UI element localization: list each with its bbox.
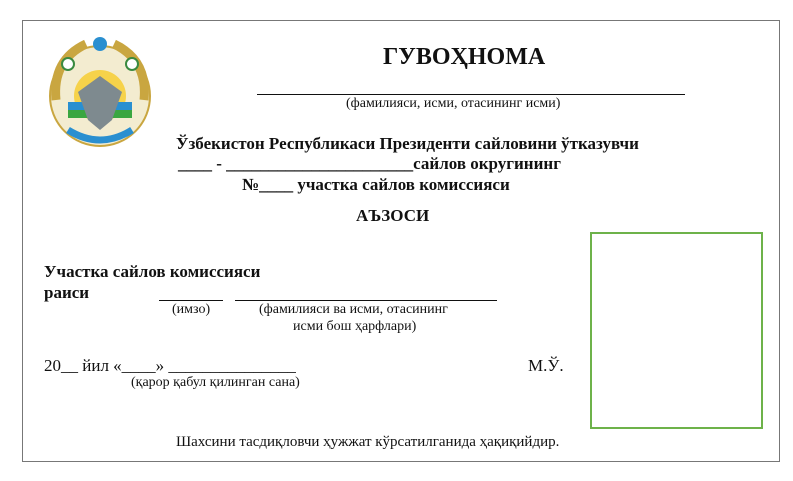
commission-line-1: Ўзбекистон Республикаси Президенти сайловини ўтказувчи [176,134,639,153]
commission-line-2 [178,154,561,174]
chairman-label-1: Участка сайлов комиссияси [44,262,261,281]
district-number-field: ____ - ______________________ [178,154,414,173]
district-label: сайлов округининг [413,154,561,173]
seal-place: М.Ў. [528,356,564,375]
photo-placeholder [590,232,763,429]
validity-footer: Шахсини тасдиқловчи ҳужжат кўрсатилганида ҳақиқийдир. [176,434,560,450]
document-title: ГУВОҲНОМА [383,44,546,70]
chairman-name-line [235,300,497,301]
state-emblem-icon [38,30,162,152]
name-field-line [257,94,685,95]
commission-line-3: №____ участка сайлов комиссияси [242,175,510,194]
date-line: 20__ йил «____» _______________ [44,356,296,375]
signature-line [159,300,223,301]
chairman-name-caption-2: исми бош ҳарфлари) [293,319,417,334]
member-label: АЪЗОСИ [356,206,430,225]
chairman-name-caption-1: (фамилияси ва исми, отасининг [259,302,448,317]
chairman-label-2: раиси [44,283,90,302]
name-caption: (фамилияси, исми, отасининг исми) [346,96,561,111]
signature-caption: (имзо) [172,302,211,317]
date-caption: (қарор қабул қилинган сана) [131,375,300,390]
